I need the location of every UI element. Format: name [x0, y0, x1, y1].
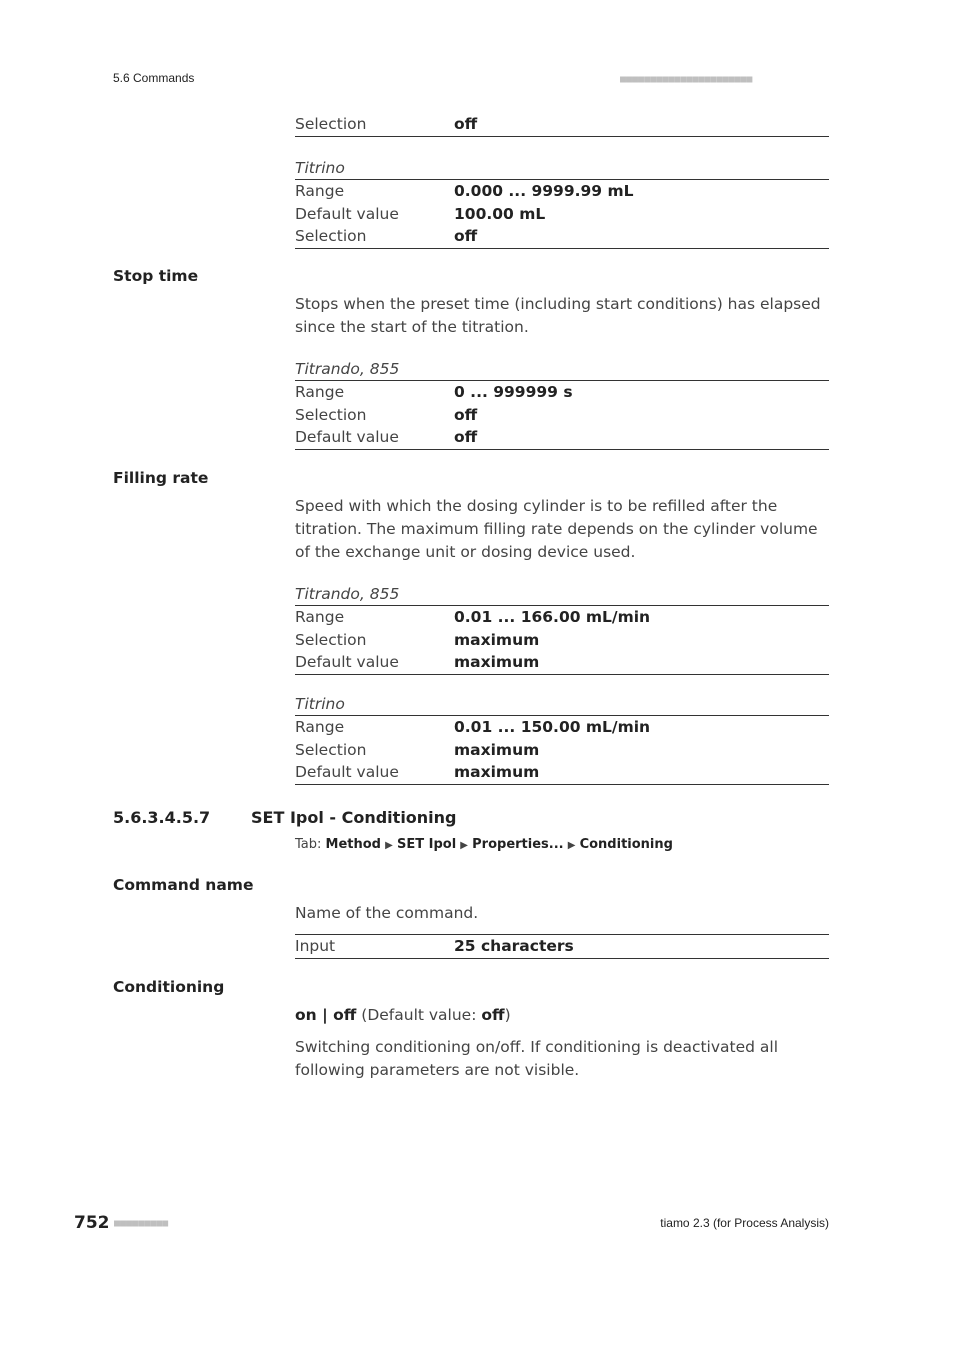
table-row: Range 0 ... 999999 s — [295, 383, 573, 401]
param-table-titrino — [295, 157, 829, 249]
command-name-description: Name of the command. — [295, 904, 479, 922]
param-table-stop-time — [295, 358, 829, 450]
section-number: 5.6.3.4.5.7 — [113, 808, 211, 827]
running-header: 5.6 Commands — [113, 71, 195, 85]
conditioning-options: on | off (Default value: off) — [295, 1006, 511, 1024]
filling-rate-description: Speed with which the dosing cylinder is to be refilled after the titration. The maximum filling rate depends on the cylinder volume of the exchange unit or dosing device used. — [295, 497, 818, 561]
table-caption: Titrino — [295, 693, 829, 716]
arrow-right-icon: ▶ — [567, 840, 576, 851]
page-number: 752 — [74, 1213, 110, 1233]
table-row: Default value maximum — [295, 651, 829, 675]
running-footer: tiamo 2.3 (for Process Analysis) — [660, 1216, 829, 1230]
table-row: Default value maximum — [295, 761, 829, 785]
table-row: Selection off — [295, 405, 478, 424]
conditioning-description: Switching conditioning on/off. If conditioning is deactivated all following parameters are not visible. — [295, 1038, 779, 1079]
table-row: Default value 100.00 mL — [295, 204, 546, 223]
table-row: Selection off — [295, 225, 829, 249]
table-caption: Titrando, 855 — [295, 358, 829, 381]
stop-time-label: Stop time — [113, 267, 199, 285]
table-row: Default value off — [295, 426, 829, 450]
footer-decoration: ■■■■■■■■■ — [114, 1218, 169, 1229]
param-table-filling-rate-titrino — [295, 693, 829, 785]
stop-time-description: Stops when the preset time (including start conditions) has elapsed since the start of the titration. — [295, 295, 821, 336]
table-row: Range 0.01 ... 150.00 mL/min — [295, 718, 651, 736]
table-caption: Titrino — [295, 157, 829, 180]
table-row: Selection maximum — [295, 740, 540, 759]
arrow-right-icon: ▶ — [460, 840, 468, 851]
param-table-selection — [295, 113, 829, 137]
tab-path: Tab: Method ▶ SET Ipol ▶ Properties... ▶ Conditioning — [295, 837, 673, 852]
arrow-right-icon: ▶ — [385, 840, 393, 851]
table-row: Range 0.01 ... 166.00 mL/min — [295, 608, 651, 626]
command-name-label: Command name — [113, 876, 254, 894]
table-caption: Titrando, 855 — [295, 583, 829, 606]
conditioning-label: Conditioning — [113, 978, 225, 996]
section-title: SET Ipol - Conditioning — [251, 808, 457, 827]
param-table-filling-rate-titrando — [295, 583, 829, 675]
table-row: Range 0.000 ... 9999.99 mL — [295, 182, 634, 200]
header-decoration: ■■■■■■■■■■■■■■■■■■■■■■ — [620, 74, 753, 85]
filling-rate-label: Filling rate — [113, 469, 209, 487]
table-row: Input 25 characters — [295, 934, 829, 959]
table-row: Selection maximum — [295, 630, 540, 649]
table-row: Selection off — [295, 113, 829, 137]
param-table-input — [295, 934, 829, 959]
